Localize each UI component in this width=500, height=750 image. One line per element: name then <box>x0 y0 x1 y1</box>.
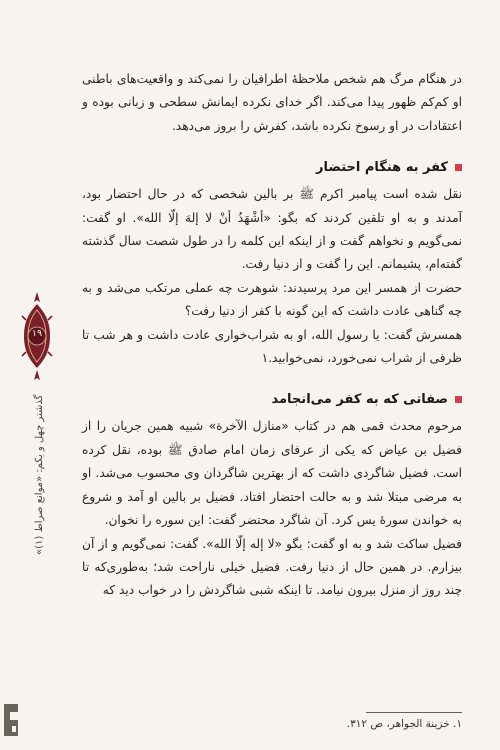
section2-paragraph-1: مرحوم محدث قمی هم در کتاب «منازل الآخرة» شبیه همین جریان را از فضیل بن عیاض که یکی از عرفای زمان امام صادق ﷺ بوده، نقل کرده است. فضیل شاگردی داشت که از بهترین شاگردان وی محسوب می‌شد. او به مرضی مبتلا شد و به حالت احتضار افتاد. فضیل بر بالین او آمد و شروع به خواندن سورهٔ یس کرد. آن شاگرد محتضر گفت: این سوره را نخوان. <box>82 419 462 528</box>
section2-paragraph-2: فضیل ساکت شد و به او گفت: بگو «لا إله إلّا الله». گفت: نمی‌گویم و از آن بیزارم. در همین حال از دنیا رفت. فضیل خیلی ناراحت شد؛ به‌طوری‌که تا چند روز از منزل بیرون نیامد. تا اینکه شبی شاگردش را در خواب دید که <box>82 536 462 598</box>
section1-paragraph-1: نقل شده است پیامبر اکرم ﷺ بر بالین شخصی که در حال احتضار بود، آمدند و به او تلقین کردند که بگو: «أشْهَدُ أنْ لا إلهَ إلّا الله». او گفت: نمی‌گویم و نخواهم گفت و از اینکه این کلمه را در طول شصت سال گذشته گفته‌ام، پشیمانم. این را گفت و از دنیا رفت. <box>82 187 462 272</box>
section1-paragraph-2: حضرت از همسر این مرد پرسیدند: شوهرت چه عملی مرتکب می‌شد و به چه گناهی عادت داشت که این گونه با کفر از دنیا رفت؟ <box>82 280 462 319</box>
section-heading-1 <box>82 160 462 175</box>
heading-bullet-icon <box>455 164 462 171</box>
footnote-rule <box>366 712 462 713</box>
intro-paragraph: در هنگام مرگ هم شخص ملاحظهٔ اطرافیان را نمی‌کند و واقعیت‌های باطنی او کم‌کم ظهور پیدا می‌کند. اگر خدای نکرده ایمانش سطحی و زبانی بوده و اعتقادات در او رسوخ نکرده باشد، کفرش را بروز می‌دهد. <box>82 72 462 133</box>
section-heading-1-text: کفر به هنگام احتضار <box>316 160 448 176</box>
running-head: گذشتر چهل و یکم: «موانع صراط (۱)» <box>34 395 45 556</box>
section-heading-2 <box>82 392 462 407</box>
main-text-column <box>82 68 462 603</box>
publisher-logo-icon <box>0 700 24 740</box>
section1-paragraph-3: همسرش گفت: یا رسول الله، او به شراب‌خواری عادت داشت و هر شب تا ظرفی از شراب نمی‌خورد، نمی‌خوابید.۱ <box>82 327 462 366</box>
page-number: ۱۹ <box>31 328 43 339</box>
section-heading-2-text: صفاتی که به کفر می‌انجامد <box>271 392 448 408</box>
heading-bullet-icon <box>455 396 462 403</box>
footnote: ۱. خزینة الجواهر، ص ۳۱۲. <box>346 718 462 730</box>
